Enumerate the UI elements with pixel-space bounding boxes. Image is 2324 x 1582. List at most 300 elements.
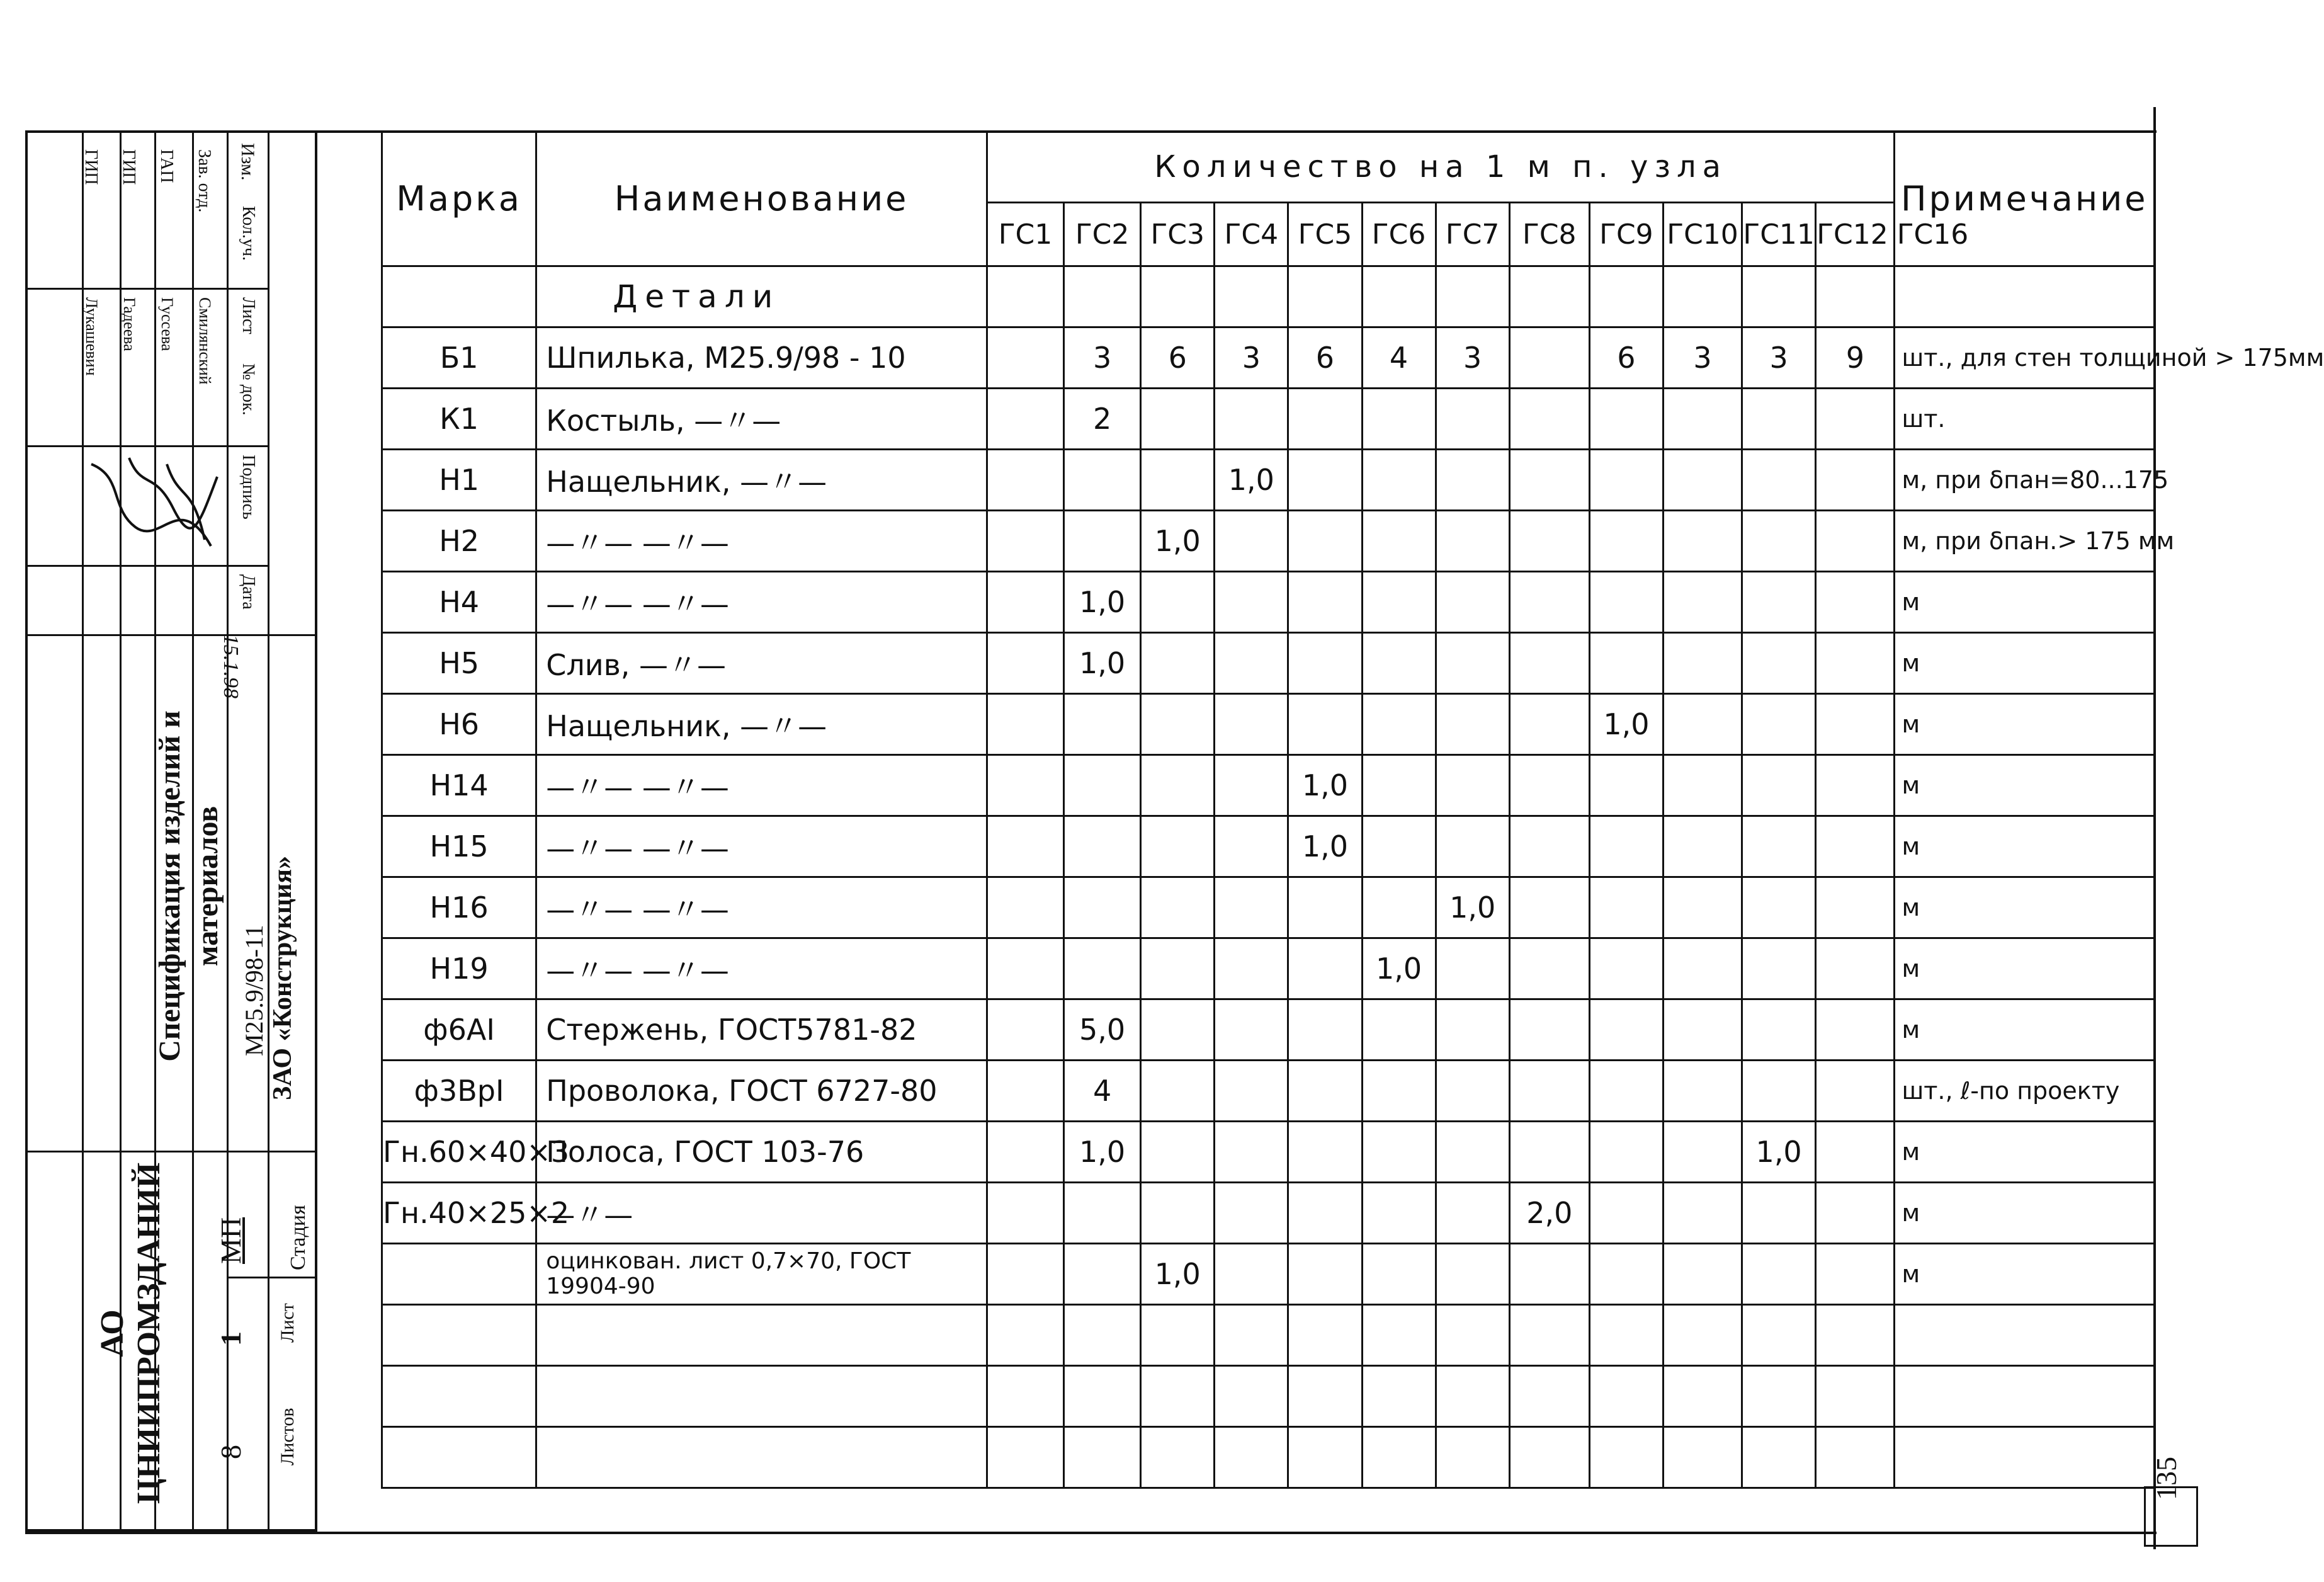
section-title: Детали (536, 266, 987, 327)
row-quantity (1436, 816, 1509, 877)
row-quantity (1589, 877, 1663, 938)
row-quantity (1436, 1366, 1509, 1427)
row-quantity (1064, 1427, 1141, 1488)
row-quantity (1663, 389, 1742, 450)
row-quantity (1663, 450, 1742, 511)
row-quantity (987, 999, 1063, 1061)
row-quantity (1589, 1427, 1663, 1488)
row-quantity (1589, 1305, 1663, 1366)
row-name: —〃— —〃— (536, 938, 987, 999)
stamp-divider (227, 130, 229, 1532)
row-quantity (1816, 389, 1895, 450)
row-quantity (1816, 1061, 1895, 1122)
row-quantity (1509, 938, 1589, 999)
row-quantity (1816, 877, 1895, 938)
row-quantity: 1,0 (1064, 1122, 1141, 1183)
row-quantity (1509, 511, 1589, 572)
row-mark: Н19 (382, 938, 536, 999)
row-name (536, 1427, 987, 1488)
row-quantity: 1,0 (1436, 877, 1509, 938)
row-quantity (1816, 511, 1895, 572)
row-note: м (1895, 877, 2155, 938)
row-note: м (1895, 1122, 2155, 1183)
row-quantity (1362, 877, 1436, 938)
row-quantity (1064, 877, 1141, 938)
row-quantity (1663, 877, 1742, 938)
row-name: Нащельник, —〃— (536, 450, 987, 511)
header-name: Наименование (536, 132, 987, 266)
stamp-label-kol-uch: Кол.уч. (239, 206, 258, 261)
row-quantity (1742, 816, 1816, 877)
stamp-divider (268, 130, 269, 1532)
row-quantity (1215, 816, 1288, 877)
row-quantity (1064, 755, 1141, 816)
stamp-person: Гуссева (158, 297, 176, 351)
row-quantity (1742, 1061, 1816, 1122)
row-quantity (1742, 877, 1816, 938)
row-quantity (1742, 694, 1816, 755)
row-quantity: 3 (1064, 327, 1141, 389)
row-quantity (987, 1244, 1063, 1305)
row-quantity (1288, 938, 1362, 999)
row-name: —〃— —〃— (536, 511, 987, 572)
header-column-gs12: ГС12 ГС16 (1816, 203, 1895, 266)
row-mark: Н2 (382, 511, 536, 572)
row-quantity (1816, 999, 1895, 1061)
row-note: м (1895, 694, 2155, 755)
page-number-text: 135 (2150, 1456, 2182, 1500)
row-quantity (1509, 755, 1589, 816)
row-quantity: 3 (1215, 327, 1288, 389)
row-quantity (1663, 1244, 1742, 1305)
row-quantity (1663, 755, 1742, 816)
row-mark: Н1 (382, 450, 536, 511)
row-note (1895, 1305, 2155, 1366)
row-quantity (987, 1366, 1063, 1427)
stamp-divider (25, 288, 268, 290)
row-quantity (1509, 1244, 1589, 1305)
stamp-label-list: Лист (239, 297, 258, 334)
row-quantity (1663, 511, 1742, 572)
row-quantity (1141, 572, 1215, 633)
stamp-role: ГАП (157, 149, 176, 183)
row-mark (382, 1244, 536, 1305)
row-quantity (1362, 450, 1436, 511)
row-quantity (1663, 1061, 1742, 1122)
row-quantity (1288, 511, 1362, 572)
row-quantity (1288, 633, 1362, 694)
row-mark (382, 1366, 536, 1427)
row-quantity (1288, 1244, 1362, 1305)
row-name: Слив, —〃— (536, 633, 987, 694)
table-row (382, 327, 2155, 389)
table-row (382, 694, 2155, 755)
row-quantity (987, 877, 1063, 938)
row-mark: Гн.60×40×3 (382, 1122, 536, 1183)
row-quantity (1509, 1427, 1589, 1488)
row-quantity (1141, 389, 1215, 450)
row-mark: Н14 (382, 755, 536, 816)
row-quantity: 1,0 (1141, 1244, 1215, 1305)
stamp-document-title: Спецификация изделий и материалов (153, 710, 224, 1062)
row-name: оцинкован. лист 0,7×70, ГОСТ 19904-90 (536, 1244, 987, 1305)
row-quantity (987, 816, 1063, 877)
row-quantity: 1,0 (1064, 572, 1141, 633)
row-quantity: 6 (1288, 327, 1362, 389)
header-note: Примечание (1895, 132, 2155, 266)
header-column-gs3: ГС3 (1141, 203, 1215, 266)
header-column-gs8: ГС8 (1509, 203, 1589, 266)
table-row (382, 511, 2155, 572)
row-quantity (1215, 938, 1288, 999)
row-note: м (1895, 999, 2155, 1061)
row-quantity: 6 (1589, 327, 1663, 389)
row-quantity (1288, 1122, 1362, 1183)
frame-bottom-line (25, 1532, 2157, 1534)
row-quantity (1064, 938, 1141, 999)
table-row (382, 1427, 2155, 1488)
row-name: Костыль, —〃— (536, 389, 987, 450)
row-quantity (1589, 755, 1663, 816)
row-quantity (1436, 755, 1509, 816)
row-quantity (1215, 1427, 1288, 1488)
row-quantity (1816, 694, 1895, 755)
row-quantity (1064, 511, 1141, 572)
row-quantity (1663, 1122, 1742, 1183)
table-row (382, 877, 2155, 938)
row-quantity: 1,0 (1742, 1122, 1816, 1183)
row-quantity (1816, 1366, 1895, 1427)
row-quantity (1288, 999, 1362, 1061)
row-quantity (1215, 877, 1288, 938)
stamp-person: Смилянский (196, 297, 214, 385)
row-quantity (1436, 1244, 1509, 1305)
row-quantity (1436, 450, 1509, 511)
row-quantity (987, 1305, 1063, 1366)
frame-inner-left-line (315, 130, 317, 1532)
stamp-label-date: Дата (239, 574, 258, 610)
header-column-gs7: ГС7 (1436, 203, 1509, 266)
row-mark: Н5 (382, 633, 536, 694)
row-quantity (1742, 572, 1816, 633)
row-note: м (1895, 755, 2155, 816)
row-quantity: 4 (1064, 1061, 1141, 1122)
table-row (382, 1305, 2155, 1366)
stamp-label-signature: Подпись (239, 455, 258, 520)
row-name: —〃— —〃— (536, 816, 987, 877)
section-mark-cell (382, 266, 536, 327)
row-quantity (1436, 1183, 1509, 1244)
row-quantity (1141, 816, 1215, 877)
header-column-gs4: ГС4 (1215, 203, 1288, 266)
row-name: Стержень, ГОСТ5781-82 (536, 999, 987, 1061)
row-quantity (1742, 1305, 1816, 1366)
row-quantity (987, 694, 1063, 755)
row-quantity (1215, 1366, 1288, 1427)
header-column-gs11: ГС11 (1742, 203, 1816, 266)
row-quantity (1215, 1183, 1288, 1244)
row-quantity (1064, 694, 1141, 755)
table-row (382, 1122, 2155, 1183)
row-quantity (1288, 1183, 1362, 1244)
row-quantity (1509, 816, 1589, 877)
row-quantity (1742, 511, 1816, 572)
row-quantity (1589, 1061, 1663, 1122)
row-quantity (1141, 1366, 1215, 1427)
row-quantity (1589, 1244, 1663, 1305)
row-quantity (1141, 1122, 1215, 1183)
row-quantity (1141, 1305, 1215, 1366)
row-quantity (1141, 755, 1215, 816)
row-quantity (1141, 1427, 1215, 1488)
row-quantity (1816, 572, 1895, 633)
row-quantity (1141, 938, 1215, 999)
row-quantity (1663, 1427, 1742, 1488)
row-quantity (1362, 1305, 1436, 1366)
row-quantity (987, 633, 1063, 694)
row-note: м, при δпан=80...175 (1895, 450, 2155, 511)
row-quantity (1362, 1061, 1436, 1122)
row-quantity (1215, 389, 1288, 450)
row-note: шт., для стен толщиной > 175мм (1895, 327, 2155, 389)
row-quantity (1509, 389, 1589, 450)
row-mark: ф6АI (382, 999, 536, 1061)
header-quantity: Количество на 1 м п. узла (987, 132, 1895, 203)
row-quantity (1589, 816, 1663, 877)
row-mark: К1 (382, 389, 536, 450)
stamp-doc-code: М25.9/98-11 (240, 925, 268, 1056)
stamp-person: Гадеева (120, 297, 139, 351)
row-quantity (1064, 1183, 1141, 1244)
row-quantity (1509, 327, 1589, 389)
row-quantity (1742, 389, 1816, 450)
row-quantity (1141, 633, 1215, 694)
row-name: Полоса, ГОСТ 103-76 (536, 1122, 987, 1183)
row-quantity (1436, 999, 1509, 1061)
row-note: м (1895, 816, 2155, 877)
row-quantity (1141, 999, 1215, 1061)
row-quantity (987, 1122, 1063, 1183)
row-quantity (1742, 450, 1816, 511)
row-quantity (1816, 450, 1895, 511)
row-quantity (1509, 694, 1589, 755)
row-quantity (1663, 999, 1742, 1061)
row-note (1895, 1427, 2155, 1488)
row-note (1895, 1366, 2155, 1427)
row-quantity (1362, 633, 1436, 694)
row-quantity (1215, 1305, 1288, 1366)
row-quantity: 5,0 (1064, 999, 1141, 1061)
row-quantity (1742, 633, 1816, 694)
row-quantity (1362, 389, 1436, 450)
row-quantity (1215, 511, 1288, 572)
row-quantity (1064, 450, 1141, 511)
stamp-role: Зав. отд. (195, 149, 214, 213)
row-quantity (1362, 755, 1436, 816)
row-quantity (1288, 877, 1362, 938)
row-quantity (1436, 511, 1509, 572)
row-quantity (1436, 694, 1509, 755)
stamp-stage-value: МП (215, 1217, 247, 1264)
row-quantity: 9 (1816, 327, 1895, 389)
row-note: м (1895, 572, 2155, 633)
row-note: шт. (1895, 389, 2155, 450)
page-number (2144, 1456, 2198, 1547)
row-quantity (1064, 1244, 1141, 1305)
row-note: м (1895, 938, 2155, 999)
row-quantity (1362, 999, 1436, 1061)
table-row (382, 755, 2155, 816)
row-quantity: 2,0 (1509, 1183, 1589, 1244)
row-quantity (1215, 1061, 1288, 1122)
stamp-organization: АО ЦНИИПРОМЗДАНИЙ (94, 1162, 167, 1505)
row-quantity (1509, 633, 1589, 694)
header-column-gs1: ГС1 (987, 203, 1063, 266)
row-quantity (1064, 816, 1141, 877)
table-row (382, 633, 2155, 694)
row-note: м, при δпан.> 175 мм (1895, 511, 2155, 572)
row-quantity (1663, 694, 1742, 755)
header-column-gs10: ГС10 (1663, 203, 1742, 266)
row-quantity (1663, 572, 1742, 633)
row-quantity (1215, 999, 1288, 1061)
header-column-gs9: ГС9 (1589, 203, 1663, 266)
row-quantity (1663, 938, 1742, 999)
row-quantity (1816, 1122, 1895, 1183)
row-quantity (1362, 1183, 1436, 1244)
row-name: Нащельник, —〃— (536, 694, 987, 755)
row-quantity (1742, 1244, 1816, 1305)
row-name: Проволока, ГОСТ 6727-80 (536, 1061, 987, 1122)
row-quantity (987, 938, 1063, 999)
row-name: Шпилька, М25.9/98 - 10 (536, 327, 987, 389)
stamp-label-izm: Изм. (237, 143, 258, 181)
row-quantity (1064, 1366, 1141, 1427)
row-quantity (1288, 1427, 1362, 1488)
row-quantity (987, 450, 1063, 511)
row-quantity (1362, 694, 1436, 755)
row-quantity (987, 511, 1063, 572)
row-quantity (1742, 999, 1816, 1061)
row-note: м (1895, 633, 2155, 694)
row-quantity (1141, 1061, 1215, 1122)
table-row (382, 999, 2155, 1061)
table-row (382, 1183, 2155, 1244)
row-quantity (1589, 389, 1663, 450)
stamp-divider (25, 634, 315, 636)
row-quantity (1816, 1183, 1895, 1244)
row-quantity (1436, 389, 1509, 450)
row-quantity (987, 389, 1063, 450)
row-quantity (1509, 1122, 1589, 1183)
row-quantity (1663, 633, 1742, 694)
header-column-gs5: ГС5 (1288, 203, 1362, 266)
row-quantity: 2 (1064, 389, 1141, 450)
row-quantity (1509, 450, 1589, 511)
row-quantity (1589, 633, 1663, 694)
row-quantity (1509, 999, 1589, 1061)
row-quantity: 3 (1663, 327, 1742, 389)
row-quantity (1816, 755, 1895, 816)
stamp-role: ГИП (81, 149, 101, 185)
stamp-divider (25, 565, 268, 567)
row-quantity (1215, 1122, 1288, 1183)
row-quantity (1362, 816, 1436, 877)
row-note: шт., ℓ-по проекту (1895, 1061, 2155, 1122)
stamp-divider (25, 445, 268, 447)
row-quantity (1288, 1305, 1362, 1366)
stamp-divider (227, 1277, 315, 1278)
row-quantity: 4 (1362, 327, 1436, 389)
row-mark: Б1 (382, 327, 536, 389)
table-row (382, 1366, 2155, 1427)
row-quantity (1589, 450, 1663, 511)
table-row (382, 1061, 2155, 1122)
row-quantity (1509, 1305, 1589, 1366)
row-quantity: 6 (1141, 327, 1215, 389)
row-quantity (1436, 1427, 1509, 1488)
row-quantity (987, 572, 1063, 633)
row-quantity (1663, 816, 1742, 877)
row-quantity: 1,0 (1288, 816, 1362, 877)
signature-scribbles (85, 452, 230, 565)
row-quantity (1288, 572, 1362, 633)
row-quantity: 3 (1436, 327, 1509, 389)
row-quantity (1742, 1183, 1816, 1244)
row-quantity (1362, 1244, 1436, 1305)
header-mark: Марка (382, 132, 536, 266)
row-quantity (1215, 694, 1288, 755)
row-quantity (1362, 511, 1436, 572)
row-quantity: 1,0 (1589, 694, 1663, 755)
table-row (382, 572, 2155, 633)
row-name: —〃— —〃— (536, 877, 987, 938)
row-quantity (1436, 1305, 1509, 1366)
row-quantity (987, 1427, 1063, 1488)
row-quantity (1436, 1122, 1509, 1183)
header-column-gs2: ГС2 (1064, 203, 1141, 266)
row-quantity (1141, 694, 1215, 755)
header-column-gs6: ГС6 (1362, 203, 1436, 266)
row-quantity (1362, 1427, 1436, 1488)
row-quantity (1288, 389, 1362, 450)
row-quantity (1436, 572, 1509, 633)
row-note: м (1895, 1244, 2155, 1305)
row-quantity: 1,0 (1064, 633, 1141, 694)
row-quantity (1362, 572, 1436, 633)
row-quantity (1141, 1183, 1215, 1244)
row-quantity (1215, 755, 1288, 816)
row-name (536, 1305, 987, 1366)
row-quantity (1589, 1122, 1663, 1183)
row-mark (382, 1305, 536, 1366)
row-quantity (1215, 633, 1288, 694)
title-block (25, 130, 315, 1532)
row-mark: Н16 (382, 877, 536, 938)
row-quantity (1509, 1366, 1589, 1427)
row-mark: Н6 (382, 694, 536, 755)
row-name: —〃— —〃— (536, 572, 987, 633)
row-quantity (1742, 1427, 1816, 1488)
row-quantity (1742, 1366, 1816, 1427)
stamp-sheet-label: Лист (277, 1303, 298, 1343)
table-row (382, 389, 2155, 450)
row-quantity (1141, 450, 1215, 511)
row-quantity: 1,0 (1215, 450, 1288, 511)
table-row (382, 450, 2155, 511)
row-name: —〃— (536, 1183, 987, 1244)
row-quantity (1663, 1366, 1742, 1427)
